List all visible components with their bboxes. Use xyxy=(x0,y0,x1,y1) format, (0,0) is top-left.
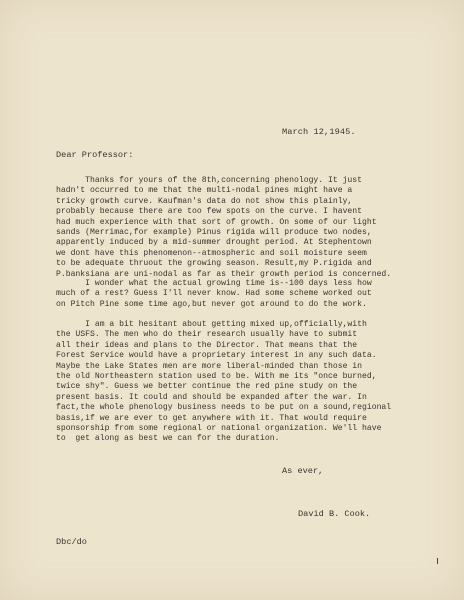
salutation: Dear Professor: xyxy=(56,150,134,160)
paragraph-line: I wonder what the actual growing time is--100 days less how xyxy=(56,279,372,288)
paragraph-line: apparently induced by a mid-summer drought period. At Stephentown xyxy=(56,238,372,248)
paragraph-line: tricky growth curve. Kaufman's data do not show this plainly, xyxy=(56,196,353,206)
paragraph-usfs xyxy=(56,320,391,445)
paragraph-line: basis,if we are ever to get anywhere with it. That would require xyxy=(56,413,367,423)
paragraph-line: all their ideas and plans to the Director. That means that the xyxy=(56,340,358,350)
paragraph-line: Forest Service would have a proprietary interest in any such data. xyxy=(56,351,377,361)
paragraph-line: we dont have this phenomenon--atmospheric and soil moisture seem xyxy=(56,248,367,258)
typist-initials: Dbc/do xyxy=(56,537,87,547)
stray-ink-mark xyxy=(437,558,438,564)
paragraph-line: sands (Merrimac,for example) Pinus rigida will produce two nodes, xyxy=(56,228,372,238)
paragraph-line: to get along as best we can for the duration. xyxy=(56,434,280,444)
paragraph-line: Maybe the Lake States men are more liberal-minded than those in xyxy=(56,361,362,371)
paragraph-line: Thanks for yours of the 8th,concerning phenology. It just xyxy=(56,176,362,185)
paragraph-line: I am a bit hesitant about getting mixed up,officially,with xyxy=(56,320,367,329)
paragraph-phenology xyxy=(56,176,391,280)
paragraph-line: P.banksiana are uni-nodal as far as their growth period is concerned. xyxy=(56,269,392,279)
paragraph-line: the old Northeastern station used to be. With me its "once burned, xyxy=(56,372,377,382)
signature-name: David B. Cook. xyxy=(298,509,371,519)
paragraph-line: hadn't occurred to me that the multi-nodal pines might have a xyxy=(56,186,353,196)
paragraph-line: had much experience with that sort of growth. On some of our light xyxy=(56,217,377,227)
paragraph-line: on Pitch Pine some time ago,but never got around to do the work. xyxy=(56,299,367,309)
paragraph-line: present basis. It could and should be expanded after the war. In xyxy=(56,392,367,402)
letter-date: March 12,1945. xyxy=(282,127,356,137)
paragraph-line: fact,the whole phenology business needs to be put on a sound,regional xyxy=(56,403,392,413)
closing: As ever, xyxy=(282,466,324,476)
paragraph-growing-time xyxy=(56,279,372,310)
paragraph-line: twice shy". Guess we better continue the red pine study on the xyxy=(56,382,358,392)
paragraph-line: sponsorship from some regional or national organization. We'll have xyxy=(56,424,382,434)
paragraph-line: to be adequate thruout the growing season. Result,my P.rigida and xyxy=(56,259,372,269)
paragraph-line: the USFS. The men who do their research usually have to submit xyxy=(56,330,358,340)
paragraph-line: probably because there are too few spots on the curve. I havent xyxy=(56,207,362,217)
paragraph-line: much of a rest? Guess I'll never know. Had some scheme worked out xyxy=(56,289,372,299)
